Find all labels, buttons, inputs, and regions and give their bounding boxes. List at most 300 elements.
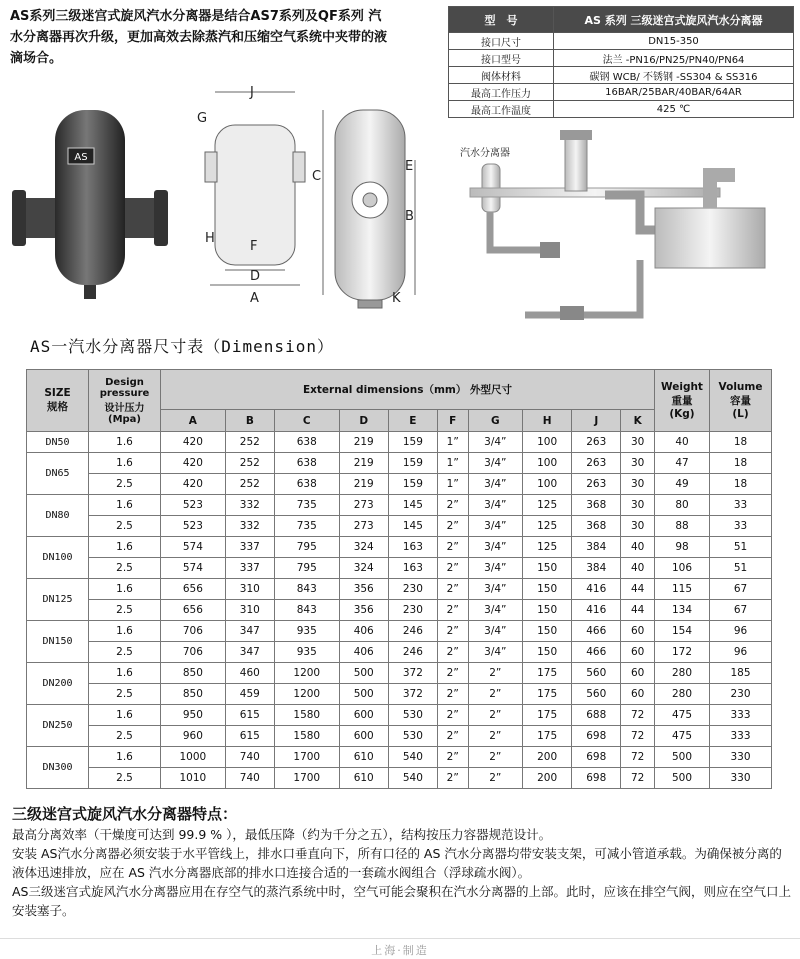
table-cell: 530 (388, 726, 437, 747)
table-cell: 2” (437, 600, 468, 621)
dim-col-header: G (468, 410, 523, 432)
table-cell: 735 (274, 495, 339, 516)
table-cell: 1700 (274, 768, 339, 789)
table-cell: 600 (339, 705, 388, 726)
table-cell: 2” (437, 705, 468, 726)
table-cell: 72 (621, 726, 655, 747)
table-cell: 1.6 (89, 432, 161, 453)
table-cell: 2” (437, 495, 468, 516)
table-cell: 51 (710, 558, 772, 579)
table-cell: 638 (274, 432, 339, 453)
table-cell: 420 (161, 453, 226, 474)
table-cell: 263 (572, 474, 621, 495)
table-cell: 2” (468, 684, 523, 705)
table-cell: 2.5 (89, 642, 161, 663)
table-cell: 3/4” (468, 537, 523, 558)
table-cell: 384 (572, 558, 621, 579)
table-cell: 656 (161, 579, 226, 600)
side-drawing (205, 92, 305, 285)
table-cell: 30 (621, 432, 655, 453)
table-cell: 125 (523, 495, 572, 516)
label-f: F (250, 239, 258, 254)
table-cell: 2.5 (89, 768, 161, 789)
installation-diagram (460, 130, 765, 320)
spec-value: 16BAR/25BAR/40BAR/64AR (554, 84, 794, 101)
table-cell: 154 (655, 621, 710, 642)
table-cell: 96 (710, 642, 772, 663)
table-cell: 263 (572, 453, 621, 474)
table-cell: 416 (572, 579, 621, 600)
table-cell: 500 (339, 684, 388, 705)
table-cell: 337 (225, 537, 274, 558)
table-cell: 740 (225, 768, 274, 789)
table-cell: 273 (339, 495, 388, 516)
table-cell: 100 (523, 474, 572, 495)
table-cell: 49 (655, 474, 710, 495)
table-cell: 850 (161, 663, 226, 684)
table-cell: 200 (523, 747, 572, 768)
spec-label: 接口型号 (449, 50, 554, 67)
spec-label: 最高工作压力 (449, 84, 554, 101)
size-cell: DN80 (27, 495, 89, 537)
footer-mark: 上海·制造 (0, 938, 800, 959)
table-cell: 2” (437, 579, 468, 600)
table-cell: 33 (710, 516, 772, 537)
table-cell: 735 (274, 516, 339, 537)
table-cell: 333 (710, 705, 772, 726)
table-cell: 460 (225, 663, 274, 684)
table-cell: 500 (339, 663, 388, 684)
table-cell: 60 (621, 684, 655, 705)
table-cell: 246 (388, 621, 437, 642)
table-cell: 523 (161, 516, 226, 537)
table-row (27, 474, 772, 495)
table-cell: 3/4” (468, 432, 523, 453)
table-cell: 80 (655, 495, 710, 516)
table-row (27, 600, 772, 621)
dim-col-header: C (274, 410, 339, 432)
table-cell: 33 (710, 495, 772, 516)
table-cell: 252 (225, 474, 274, 495)
table-cell: 185 (710, 663, 772, 684)
table-cell: 1.6 (89, 579, 161, 600)
table-cell: 72 (621, 705, 655, 726)
table-cell: 1200 (274, 663, 339, 684)
table-cell: 610 (339, 768, 388, 789)
dim-header-design: Design pressure 设计压力 (Mpa) (89, 370, 161, 432)
dim-col-header: E (388, 410, 437, 432)
table-cell: 252 (225, 432, 274, 453)
dimension-table (26, 369, 772, 789)
spec-value: 法兰 -PN16/PN25/PN40/PN64 (554, 50, 794, 67)
table-cell: 688 (572, 705, 621, 726)
table-cell: 600 (339, 726, 388, 747)
table-cell: 698 (572, 768, 621, 789)
front-drawing (323, 110, 415, 308)
table-row (27, 684, 772, 705)
features-text (12, 825, 792, 920)
table-cell: 67 (710, 600, 772, 621)
table-cell: 219 (339, 474, 388, 495)
table-cell: 219 (339, 432, 388, 453)
table-cell: 72 (621, 747, 655, 768)
table-cell: 30 (621, 474, 655, 495)
label-e: E (405, 159, 414, 174)
table-row (27, 495, 772, 516)
table-row (27, 537, 772, 558)
table-row (27, 558, 772, 579)
table-cell: 40 (655, 432, 710, 453)
table-cell: 44 (621, 579, 655, 600)
table-cell: 2.5 (89, 474, 161, 495)
table-cell: 150 (523, 642, 572, 663)
table-cell: 230 (388, 600, 437, 621)
dim-col-header: H (523, 410, 572, 432)
table-cell: 60 (621, 621, 655, 642)
table-cell: 88 (655, 516, 710, 537)
table-cell: 230 (388, 579, 437, 600)
table-cell: 384 (572, 537, 621, 558)
table-cell: 134 (655, 600, 710, 621)
table-cell: 3/4” (468, 600, 523, 621)
dim-col-header: J (572, 410, 621, 432)
spec-row (449, 33, 794, 50)
table-cell: 60 (621, 663, 655, 684)
dim-header-external: External dimensions（mm） 外型尺寸 (161, 370, 655, 410)
table-cell: 333 (710, 726, 772, 747)
dim-col-header: A (161, 410, 226, 432)
table-cell: 310 (225, 579, 274, 600)
table-cell: 1.6 (89, 663, 161, 684)
table-cell: 706 (161, 621, 226, 642)
table-cell: 2” (437, 516, 468, 537)
table-cell: 574 (161, 537, 226, 558)
table-cell: 159 (388, 474, 437, 495)
spec-header-label: 型 号 (449, 7, 554, 33)
table-cell: 330 (710, 768, 772, 789)
table-cell: 330 (710, 747, 772, 768)
spec-label: 阀体材料 (449, 67, 554, 84)
table-cell: 51 (710, 537, 772, 558)
label-b: B (405, 209, 414, 224)
table-cell: 18 (710, 453, 772, 474)
table-cell: 2” (468, 768, 523, 789)
table-cell: 18 (710, 432, 772, 453)
table-cell: 125 (523, 537, 572, 558)
table-cell: 1580 (274, 705, 339, 726)
dim-header-row (27, 370, 772, 410)
table-cell: 406 (339, 621, 388, 642)
label-a: A (250, 291, 259, 306)
size-cell: DN100 (27, 537, 89, 579)
dim-header-weight: Weight 重量 (Kg) (655, 370, 710, 432)
table-cell: 935 (274, 621, 339, 642)
table-cell: 2” (437, 684, 468, 705)
table-cell: 1.6 (89, 495, 161, 516)
table-cell: 356 (339, 600, 388, 621)
table-cell: 263 (572, 432, 621, 453)
spec-value: 425 ℃ (554, 101, 794, 118)
table-cell: 416 (572, 600, 621, 621)
separator-photo (12, 110, 168, 299)
table-cell: 200 (523, 768, 572, 789)
table-cell: 332 (225, 495, 274, 516)
table-cell: 273 (339, 516, 388, 537)
table-cell: 219 (339, 453, 388, 474)
table-cell: 960 (161, 726, 226, 747)
table-cell: 500 (655, 768, 710, 789)
table-cell: 60 (621, 642, 655, 663)
table-cell: 40 (621, 537, 655, 558)
table-cell: 740 (225, 747, 274, 768)
table-row (27, 432, 772, 453)
table-cell: 560 (572, 663, 621, 684)
table-cell: 356 (339, 579, 388, 600)
table-cell: 638 (274, 474, 339, 495)
label-j: J (250, 85, 254, 100)
table-cell: 172 (655, 642, 710, 663)
table-cell: 145 (388, 516, 437, 537)
table-cell: 163 (388, 558, 437, 579)
table-cell: 332 (225, 516, 274, 537)
spec-row (449, 50, 794, 67)
table-cell: 347 (225, 621, 274, 642)
spec-label: 接口尺寸 (449, 33, 554, 50)
table-cell: 850 (161, 684, 226, 705)
table-cell: 706 (161, 642, 226, 663)
size-cell: DN65 (27, 453, 89, 495)
table-cell: 347 (225, 642, 274, 663)
table-cell: 560 (572, 684, 621, 705)
table-cell: 2” (437, 726, 468, 747)
table-cell: 843 (274, 579, 339, 600)
spec-label: 最高工作温度 (449, 101, 554, 118)
table-cell: 540 (388, 747, 437, 768)
table-cell: 372 (388, 684, 437, 705)
table-row (27, 642, 772, 663)
spec-value: DN15-350 (554, 33, 794, 50)
table-cell: 145 (388, 495, 437, 516)
table-cell: 175 (523, 663, 572, 684)
size-cell: DN200 (27, 663, 89, 705)
dim-col-header: D (339, 410, 388, 432)
table-cell: 175 (523, 726, 572, 747)
table-row (27, 621, 772, 642)
table-cell: 280 (655, 663, 710, 684)
size-cell: DN250 (27, 705, 89, 747)
dim-col-header: B (225, 410, 274, 432)
dim-header-size: SIZE 规格 (27, 370, 89, 432)
table-cell: 72 (621, 768, 655, 789)
table-cell: 30 (621, 516, 655, 537)
table-cell: 2” (437, 558, 468, 579)
table-cell: 252 (225, 453, 274, 474)
table-cell: 2” (437, 642, 468, 663)
table-cell: 3/4” (468, 642, 523, 663)
table-cell: 950 (161, 705, 226, 726)
table-cell: 1.6 (89, 705, 161, 726)
table-cell: 1700 (274, 747, 339, 768)
table-cell: 698 (572, 747, 621, 768)
table-cell: 175 (523, 684, 572, 705)
table-cell: 150 (523, 600, 572, 621)
table-cell: 47 (655, 453, 710, 474)
nameplate-text: AS (74, 152, 88, 163)
intro-text: AS系列三级迷宫式旋风汽水分离器是结合AS7系列及QF系列 汽水分离器再次升级，更加高效去除蒸汽和压缩空气系统中夹带的液滴场合。 (10, 9, 388, 66)
table-cell: 175 (523, 705, 572, 726)
table-cell: 337 (225, 558, 274, 579)
table-cell: 280 (655, 684, 710, 705)
table-cell: 1.6 (89, 747, 161, 768)
table-cell: 466 (572, 642, 621, 663)
feature-item: 最高分离效率（干燥度可达到 99.9 % ），最低压降（约为千分之五），结构按压力容器规范设计。 (12, 827, 552, 842)
table-cell: 698 (572, 726, 621, 747)
install-label: 汽水分离器 (460, 148, 510, 159)
table-cell: 3/4” (468, 474, 523, 495)
table-cell: 2.5 (89, 558, 161, 579)
table-cell: 2” (468, 726, 523, 747)
table-cell: 230 (710, 684, 772, 705)
table-cell: 106 (655, 558, 710, 579)
spec-header-row (449, 7, 794, 33)
table-cell: 163 (388, 537, 437, 558)
dimension-title: AS一汽水分离器尺寸表（Dimension） (30, 337, 334, 356)
dim-col-header: K (621, 410, 655, 432)
table-cell: 246 (388, 642, 437, 663)
table-cell: 2” (437, 747, 468, 768)
table-cell: 1” (437, 453, 468, 474)
table-cell: 2.5 (89, 516, 161, 537)
table-cell: 3/4” (468, 453, 523, 474)
table-cell: 324 (339, 537, 388, 558)
table-cell: 1580 (274, 726, 339, 747)
table-cell: 115 (655, 579, 710, 600)
table-row (27, 579, 772, 600)
table-cell: 1.6 (89, 537, 161, 558)
spec-header-value: AS 系列 三级迷宫式旋风汽水分离器 (554, 7, 794, 33)
table-cell: 159 (388, 432, 437, 453)
table-cell: 420 (161, 474, 226, 495)
table-cell: 610 (339, 747, 388, 768)
table-cell: 475 (655, 705, 710, 726)
table-cell: 30 (621, 495, 655, 516)
table-cell: 2” (468, 663, 523, 684)
label-g: G (197, 111, 208, 126)
table-row (27, 747, 772, 768)
table-cell: 406 (339, 642, 388, 663)
table-cell: 656 (161, 600, 226, 621)
table-cell: 67 (710, 579, 772, 600)
table-cell: 100 (523, 432, 572, 453)
table-cell: 1200 (274, 684, 339, 705)
table-cell: 1” (437, 432, 468, 453)
dim-col-header: F (437, 410, 468, 432)
table-cell: 1” (437, 474, 468, 495)
spec-value: 碳钢 WCB/ 不锈钢 -SS304 & SS316 (554, 67, 794, 84)
table-cell: 3/4” (468, 516, 523, 537)
feature-item: 安装 AS汽水分离器必须安装于水平管线上，排水口垂直向下，所有口径的 AS 汽水分离器均带安装支架，可减小管道承载。为确保被分离的液体迅速排放，应在 AS 汽水分离器底部的排水口连接合适的一套疏水阀组合（浮球疏水阀）。 (12, 846, 782, 880)
table-cell: 1000 (161, 747, 226, 768)
table-cell: 3/4” (468, 579, 523, 600)
table-cell: 3/4” (468, 495, 523, 516)
table-cell: 150 (523, 621, 572, 642)
size-cell: DN150 (27, 621, 89, 663)
label-d: D (250, 269, 261, 284)
table-cell: 30 (621, 453, 655, 474)
table-cell: 2” (468, 705, 523, 726)
table-cell: 150 (523, 558, 572, 579)
table-cell: 150 (523, 579, 572, 600)
feature-item: AS三级迷宫式旋风汽水分离器应用在存空气的蒸汽系统中时，空气可能会聚积在汽水分离器的上部。此时，应该在排空气阀，则应在空气口上安装塞子。 (12, 884, 791, 918)
table-cell: 459 (225, 684, 274, 705)
table-cell: 2” (468, 747, 523, 768)
table-cell: 3/4” (468, 621, 523, 642)
table-cell: 3/4” (468, 558, 523, 579)
table-cell: 523 (161, 495, 226, 516)
product-figures (0, 80, 800, 320)
table-cell: 2” (437, 768, 468, 789)
label-c: C (312, 169, 322, 184)
table-cell: 2” (437, 621, 468, 642)
table-row (27, 705, 772, 726)
size-cell: DN125 (27, 579, 89, 621)
table-cell: 1.6 (89, 453, 161, 474)
table-cell: 420 (161, 432, 226, 453)
label-k: K (392, 291, 401, 306)
table-cell: 530 (388, 705, 437, 726)
size-cell: DN300 (27, 747, 89, 789)
table-cell: 368 (572, 495, 621, 516)
table-cell: 2.5 (89, 600, 161, 621)
table-row (27, 516, 772, 537)
table-cell: 44 (621, 600, 655, 621)
table-cell: 574 (161, 558, 226, 579)
table-cell: 96 (710, 621, 772, 642)
table-row (27, 768, 772, 789)
label-h: H (205, 231, 215, 246)
size-cell: DN50 (27, 432, 89, 453)
table-row (27, 726, 772, 747)
table-cell: 615 (225, 726, 274, 747)
table-cell: 795 (274, 558, 339, 579)
table-cell: 372 (388, 663, 437, 684)
table-cell: 615 (225, 705, 274, 726)
table-cell: 2.5 (89, 726, 161, 747)
table-row (27, 453, 772, 474)
table-cell: 324 (339, 558, 388, 579)
dim-header-volume: Volume 容量 (L) (710, 370, 772, 432)
table-cell: 843 (274, 600, 339, 621)
table-row (27, 663, 772, 684)
table-cell: 1010 (161, 768, 226, 789)
table-cell: 18 (710, 474, 772, 495)
table-cell: 935 (274, 642, 339, 663)
table-cell: 310 (225, 600, 274, 621)
table-cell: 2” (437, 663, 468, 684)
table-cell: 1.6 (89, 621, 161, 642)
table-cell: 540 (388, 768, 437, 789)
table-cell: 125 (523, 516, 572, 537)
table-cell: 638 (274, 453, 339, 474)
table-cell: 40 (621, 558, 655, 579)
table-cell: 466 (572, 621, 621, 642)
table-cell: 500 (655, 747, 710, 768)
table-cell: 795 (274, 537, 339, 558)
table-cell: 368 (572, 516, 621, 537)
table-cell: 98 (655, 537, 710, 558)
table-cell: 2.5 (89, 684, 161, 705)
table-cell: 159 (388, 453, 437, 474)
